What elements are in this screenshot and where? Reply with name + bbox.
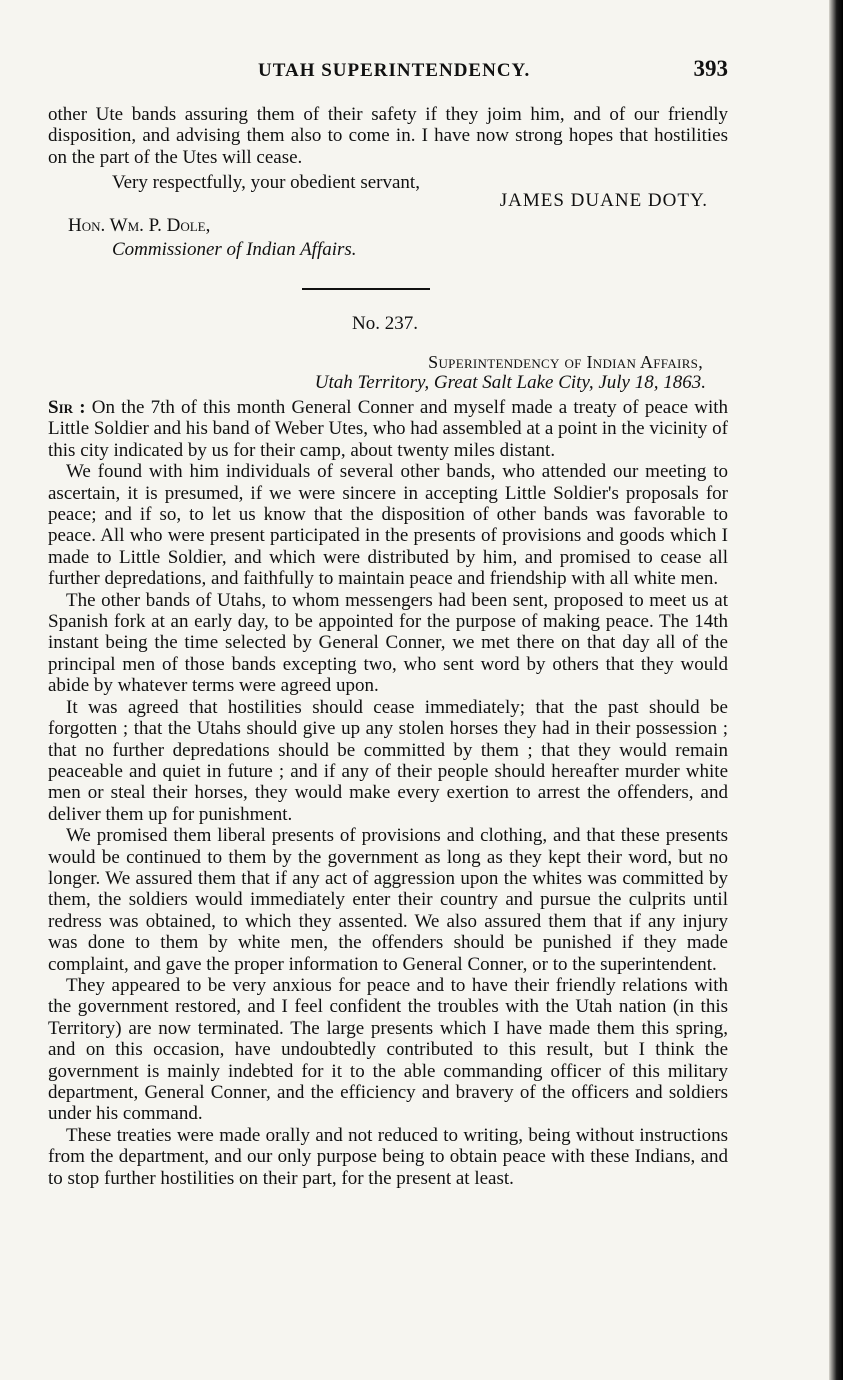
signature: JAMES DUANE DOTY.: [499, 190, 708, 211]
section-divider: [302, 288, 430, 290]
letter-paragraph: It was agreed that hostilities should cease immediately; that the past should be forgotten ; that the Utahs should give up any stolen horses they had in their possession ; that no further depredations should be committed by them ; that they would remain peaceable and quiet in future ; and if any of their people should hereafter murder white men or steal their horses, they would make every exertion to arrest the offenders, and deliver them up for punishment.: [48, 696, 728, 825]
continuation-paragraph: [48, 104, 728, 168]
letter-paragraph: They appeared to be very anxious for peace and to have their friendly relations with the government restored, and I feel confident the troubles with the Utah nation (in this Territory) are now terminated. The large presents which I have made them this spring, and on this occasion, have undoubtedly contributed to this result, but I think the government is mainly indebted for it to the able commanding officer of this military department, General Conner, and the efficiency and bravery of the officers and soldiers under his command.: [48, 974, 728, 1125]
paragraph-text: On the 7th of this month General Conner and myself made a treaty of peace with Little Soldier and his band of Weber Utes, who had assembled at a point in the vicinity of this city indicated by us for their camp, about twenty miles distant.: [48, 397, 729, 461]
addressee-role: Commissioner of Indian Affairs.: [112, 239, 357, 260]
letter-paragraph: We promised them liberal presents of provisions and clothing, and that these presents would be continued to them by the government as long as they kept their word, but no longer. We assured them that if any act of aggression upon the whites was committed by them, the soldiers would immediately enter their country and pursue the culprits until redress was obtained, to which they assented. We also assured them that if any injury was done to them by white men, the offenders should be punished if they made complaint, and gave the proper information to General Conner, or to the superintendent.: [48, 825, 728, 975]
closing: Very respectfully, your obedient servant,: [112, 172, 420, 193]
letter-paragraph: These treaties were made orally and not reduced to writing, being without instructions from the department, and our only purpose being to obtain peace with these Indians, and to stop further hostilities on their part, for the present at least.: [48, 1124, 728, 1189]
addressee-name: Hon. Wm. P. Dole,: [68, 215, 211, 236]
letter-paragraph: [48, 397, 728, 461]
place-date-line: Utah Territory, Great Salt Lake City, July 18, 1863.: [314, 372, 706, 393]
page-number: 393: [693, 56, 728, 81]
letter-paragraph: The other bands of Utahs, to whom messengers had been sent, proposed to meet us at Spanish fork at an early day, to be appointed for the purpose of making peace. The 14th instant being the time selected by General Conner, we met there on that day all of the principal men of those bands excepting two, who sent word by others that they would abide by whatever terms were agreed upon.: [48, 589, 728, 697]
office-heading: Superintendency of Indian Affairs,: [428, 352, 703, 372]
running-head: UTAH SUPERINTENDENCY.: [258, 60, 531, 81]
page-header: [48, 58, 728, 88]
letter-paragraph: We found with him individuals of several other bands, who attended our meeting to ascertain, it is presumed, if we were sincere in accepting Little Soldier's proposals for peace; and if so, to let us know that the disposition of other bands was favorable to peace. All who were present participated in the presents of provisions and goods which I made to Little Soldier, and which were distributed by him, and promised to cease all further depredations, and faithfully to maintain peace and friendship with all white men.: [48, 461, 728, 590]
binding-edge: [829, 0, 843, 1380]
salutation: Sir :: [48, 397, 86, 418]
addressee-block: [68, 214, 357, 262]
continuation-text: other Ute bands assuring them of their safety if they joim him, and of our friendly disposition, and advising them also to come in. I have now strong hopes that hostilities on the part of the Utes will cease.: [48, 104, 728, 168]
document-number: No. 237.: [352, 313, 418, 334]
letter-body: [48, 397, 728, 1189]
